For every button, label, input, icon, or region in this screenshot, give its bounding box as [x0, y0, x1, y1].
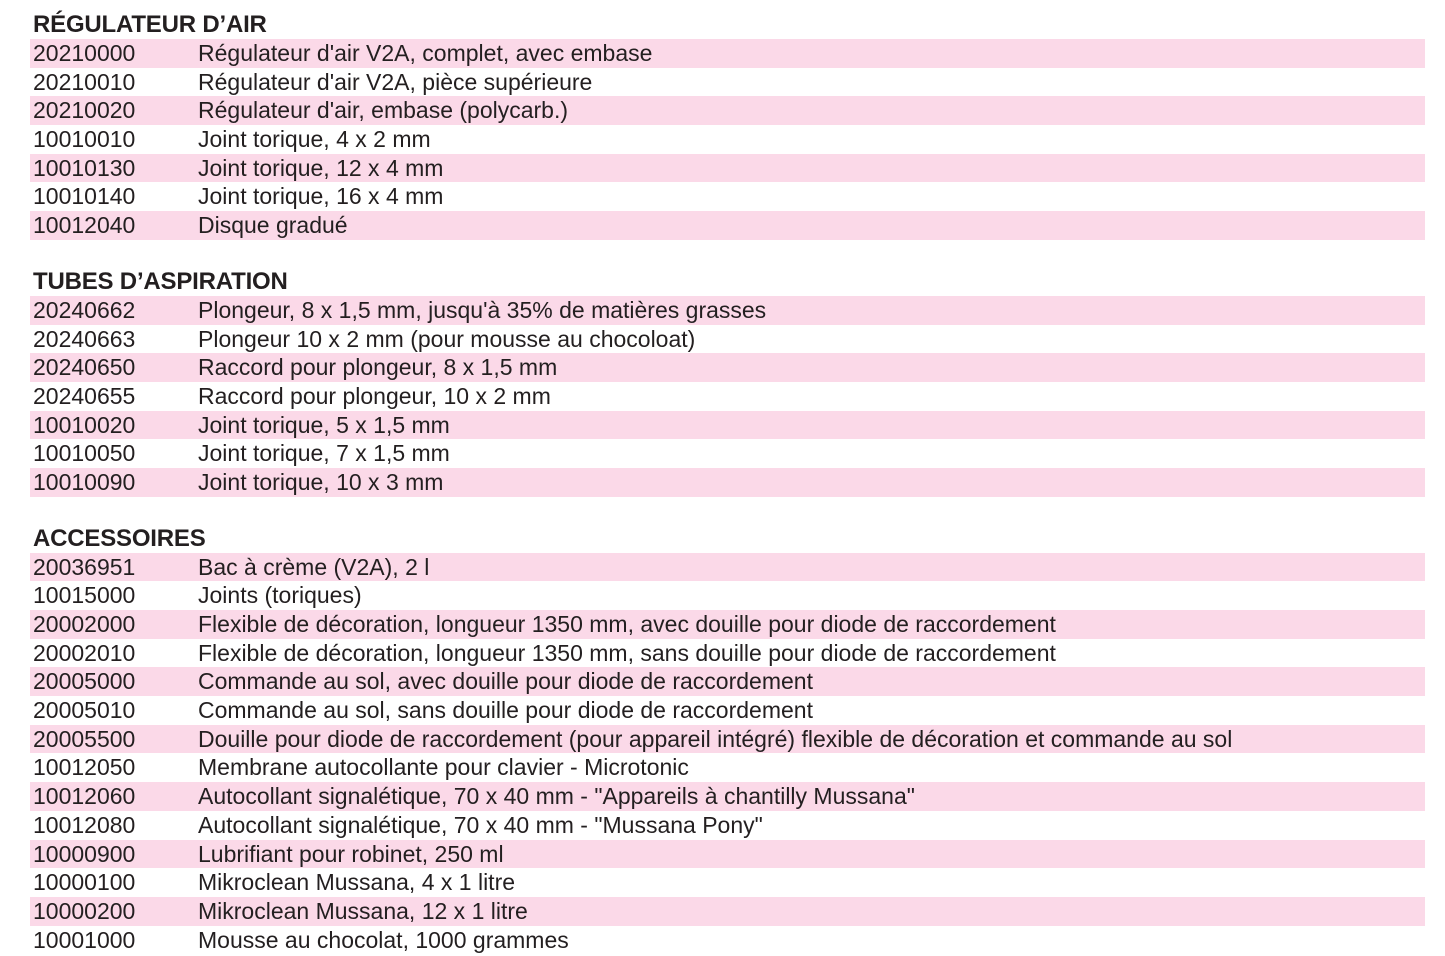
part-number-cell: 20240655: [33, 382, 136, 409]
description-cell: Disque gradué: [198, 212, 348, 239]
part-number-cell: 20210010: [33, 68, 136, 95]
table-row: [30, 840, 1425, 869]
table-row: [30, 125, 1425, 154]
description-cell: Joint torique, 12 x 4 mm: [198, 154, 444, 181]
table-row: [30, 926, 1425, 955]
table-row: [30, 353, 1425, 382]
description-cell: Raccord pour plongeur, 8 x 1,5 mm: [198, 354, 558, 381]
description-cell: Régulateur d'air V2A, pièce supérieure: [198, 68, 593, 95]
description-cell: Joint torique, 7 x 1,5 mm: [198, 440, 450, 467]
description-cell: Membrane autocollante pour clavier - Microtonic: [198, 754, 689, 781]
section-rows: [30, 296, 1425, 497]
section-accessoires: [30, 525, 1425, 955]
section-heading: TUBES D’ASPIRATION: [33, 267, 288, 295]
part-number-cell: 20240662: [33, 296, 136, 323]
table-row: [30, 296, 1425, 325]
description-cell: Autocollant signalétique, 70 x 40 mm - "Appareils à chantilly Mussana": [198, 783, 915, 810]
table-row: [30, 753, 1425, 782]
description-cell: Commande au sol, avec douille pour diode de raccordement: [198, 668, 813, 695]
description-cell: Raccord pour plongeur, 10 x 2 mm: [198, 382, 551, 409]
part-number-cell: 20005500: [33, 725, 136, 752]
part-number-cell: 20210020: [33, 97, 136, 124]
table-row: [30, 696, 1425, 725]
part-number-cell: 20002010: [33, 639, 136, 666]
table-row: [30, 211, 1425, 240]
section-tubes-d-aspiration: [30, 268, 1425, 497]
table-row: [30, 439, 1425, 468]
part-number-cell: 10001000: [33, 926, 136, 953]
description-cell: Régulateur d'air, embase (polycarb.): [198, 97, 569, 124]
table-row: [30, 68, 1425, 97]
description-cell: Joint torique, 10 x 3 mm: [198, 468, 444, 495]
table-row: [30, 782, 1425, 811]
description-cell: Autocollant signalétique, 70 x 40 mm - "Mussana Pony": [198, 811, 763, 838]
part-number-cell: 10012080: [33, 811, 136, 838]
part-number-cell: 20005010: [33, 697, 136, 724]
part-number-cell: 20210000: [33, 40, 136, 66]
table-row: [30, 411, 1425, 440]
description-cell: Flexible de décoration, longueur 1350 mm, sans douille pour diode de raccordement: [198, 639, 1056, 666]
description-cell: Joints (toriques): [198, 582, 362, 609]
part-number-cell: 20005000: [33, 668, 136, 695]
part-number-cell: 10010130: [33, 154, 136, 181]
table-row: [30, 897, 1425, 926]
description-cell: Douille pour diode de raccordement (pour appareil intégré) flexible de décoration et commande au sol: [198, 725, 1233, 752]
part-number-cell: 10010050: [33, 440, 136, 467]
part-number-cell: 10015000: [33, 582, 136, 609]
table-row: [30, 610, 1425, 639]
description-cell: Commande au sol, sans douille pour diode de raccordement: [198, 697, 813, 724]
section-heading: ACCESSOIRES: [33, 524, 206, 552]
part-number-cell: 20036951: [33, 553, 136, 580]
table-row: [30, 811, 1425, 840]
part-number-cell: 10012040: [33, 212, 136, 239]
part-number-cell: 10000100: [33, 869, 136, 896]
table-row: [30, 154, 1425, 183]
part-number-cell: 10010090: [33, 468, 136, 495]
table-row: [30, 182, 1425, 211]
table-row: [30, 553, 1425, 582]
description-cell: Flexible de décoration, longueur 1350 mm, avec douille pour diode de raccordement: [198, 611, 1056, 637]
part-number-cell: 10000200: [33, 897, 136, 924]
part-number-cell: 10000900: [33, 840, 136, 867]
description-cell: Lubrifiant pour robinet, 250 ml: [198, 840, 504, 867]
description-cell: Régulateur d'air V2A, complet, avec embase: [198, 40, 653, 66]
table-row: [30, 868, 1425, 897]
table-row: [30, 468, 1425, 497]
table-row: [30, 725, 1425, 754]
description-cell: Joint torique, 4 x 2 mm: [198, 126, 431, 153]
section-heading: RÉGULATEUR D’AIR: [33, 11, 267, 38]
part-number-cell: 20240663: [33, 325, 136, 352]
part-number-cell: 20002000: [33, 611, 136, 637]
description-cell: Mikroclean Mussana, 4 x 1 litre: [198, 869, 516, 896]
part-number-cell: 10012060: [33, 783, 136, 810]
table-row: [30, 667, 1425, 696]
description-cell: Plongeur, 8 x 1,5 mm, jusqu'à 35% de matières grasses: [198, 296, 767, 323]
table-row: [30, 382, 1425, 411]
description-cell: Bac à crème (V2A), 2 l: [198, 553, 430, 580]
table-row: [30, 639, 1425, 668]
section-rows: [30, 39, 1425, 240]
description-cell: Mousse au chocolat, 1000 grammes: [198, 926, 569, 953]
part-number-cell: 10010010: [33, 126, 136, 153]
description-cell: Plongeur 10 x 2 mm (pour mousse au chocoloat): [198, 325, 696, 352]
section-regulateur-d-air: [30, 11, 1425, 240]
part-number-cell: 10010020: [33, 411, 136, 438]
table-row: [30, 581, 1425, 610]
part-number-cell: 10012050: [33, 754, 136, 781]
description-cell: Joint torique, 16 x 4 mm: [198, 183, 444, 210]
part-number-cell: 10010140: [33, 183, 136, 210]
table-row: [30, 325, 1425, 354]
description-cell: Joint torique, 5 x 1,5 mm: [198, 411, 450, 438]
part-number-cell: 20240650: [33, 354, 136, 381]
description-cell: Mikroclean Mussana, 12 x 1 litre: [198, 897, 528, 924]
table-row: [30, 96, 1425, 125]
table-row: [30, 39, 1425, 68]
section-rows: [30, 553, 1425, 955]
